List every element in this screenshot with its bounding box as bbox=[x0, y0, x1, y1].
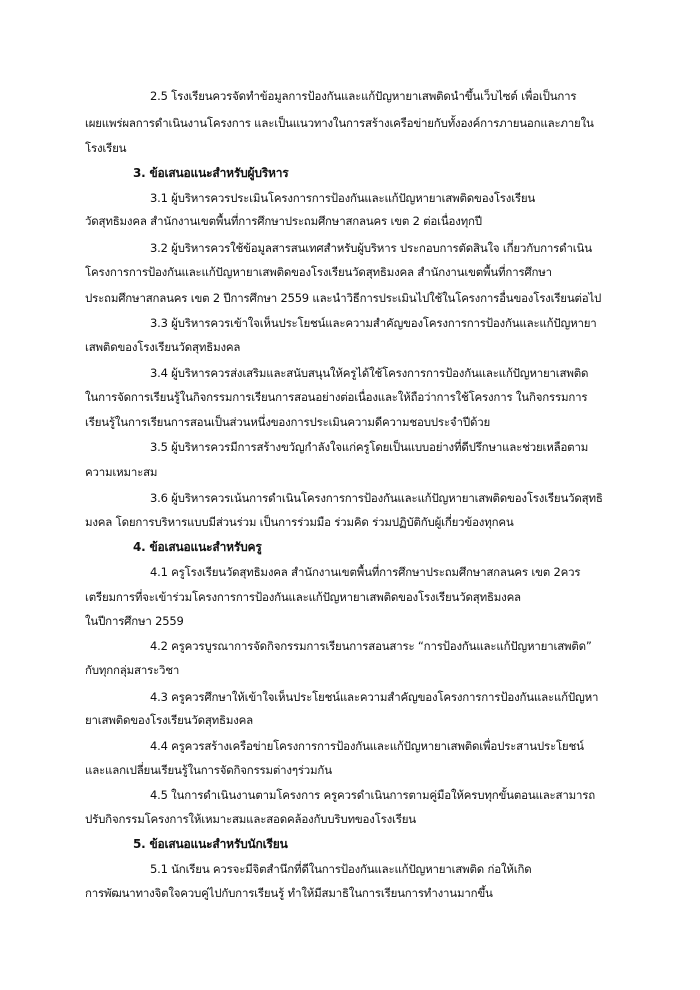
para-4-3-line-1: 4.3 ครูควรศึกษาให้เข้าใจเห็นประโยชน์และความสำคัญของโครงการการป้องกันและแก้ปัญหา bbox=[150, 690, 599, 704]
para-3-4-line-3: เรียนรู้ในการเรียนการสอนเป็นส่วนหนึ่งของการประเมินความดีความชอบประจำปีด้วย bbox=[85, 415, 491, 429]
para-3-5-line-1: 3.5 ผู้บริหารควรมีการสร้างขวัญกำลังใจแก่ครูโดยเป็นแบบอย่างที่ดีปรึกษาและช่วยเหลือตาม bbox=[150, 440, 589, 454]
para-2-5-line-3: โรงเรียน bbox=[85, 141, 127, 155]
para-4-5-line-1: 4.5 ในการดำเนินงานตามโครงการ ครูควรดำเนินการตามคู่มือให้ครบทุกขั้นตอนและสามารถ bbox=[150, 788, 595, 802]
para-3-4-line-1: 3.4 ผู้บริหารควรส่งเสริมและสนับสนุนให้ครูได้ใช้โครงการการป้องกันและแก้ปัญหายาเสพติด bbox=[150, 366, 589, 380]
para-4-1-line-1: 4.1 ครูโรงเรียนวัดสุทธิมงคล สำนักงานเขตพื้นที่การศึกษาประถมศึกษาสกลนคร เขต 2ควร bbox=[150, 565, 581, 579]
para-4-1-line-3: ในปีการศึกษา 2559 bbox=[85, 614, 184, 628]
section-4-heading: 4. ข้อเสนอแนะสำหรับครู bbox=[133, 540, 262, 554]
para-5-1-line-2: การพัฒนาทางจิตใจควบคู่ไปกับการเรียนรู้ ทำให้มีสมาธิในการเรียนการทำงานมากขึ้น bbox=[85, 886, 493, 900]
para-5-1-line-1: 5.1 นักเรียน ควรจะมีจิตสำนึกที่ดีในการป้องกันและแก้ปัญหายาเสพติด ก่อให้เกิด bbox=[150, 862, 532, 876]
para-3-6-line-1: 3.6 ผู้บริหารควรเน้นการดำเนินโครงการการป้องกันและแก้ปัญหายาเสพติดของโรงเรียนวัดสุทธิ bbox=[150, 491, 603, 505]
para-4-5-line-2: ปรับกิจกรรมโครงการให้เหมาะสมและสอดคล้องกับบริบทของโรงเรียน bbox=[85, 812, 416, 826]
para-3-5-line-2: ความเหมาะสม bbox=[85, 465, 158, 479]
para-4-2-line-1: 4.2 ครูควรบูรณาการจัดกิจกรรมการเรียนการสอนสาระ “การป้องกันและแก้ปัญหายาเสพติด” bbox=[150, 639, 592, 653]
section-3-heading: 3. ข้อเสนอแนะสำหรับผู้บริหาร bbox=[133, 166, 289, 180]
para-3-2-line-2: โครงการการป้องกันและแก้ปัญหายาเสพติดของโรงเรียนวัดสุทธิมงคล สำนักงานเขตพื้นที่การศึกษา bbox=[85, 265, 552, 279]
para-3-6-line-2: มงคล โดยการบริหารแบบมีส่วนร่วม เป็นการร่วมมือ ร่วมคิด ร่วมปฏิบัติกับผู้เกี่ยวข้องทุกคน bbox=[85, 515, 514, 529]
para-4-4-line-1: 4.4 ครูควรสร้างเครือข่ายโครงการการป้องกันและแก้ปัญหายาเสพติดเพื่อประสานประโยชน์ bbox=[150, 739, 584, 753]
para-4-2-line-2: กับทุกกลุ่มสาระวิชา bbox=[85, 663, 180, 677]
para-2-5-line-2: เผยแพร่ผลการดำเนินงานโครงการ และเป็นแนวทางในการสร้างเครือข่ายกับทั้งองค์การภายนอกและภายใน bbox=[85, 116, 594, 130]
para-3-1-line-1: 3.1 ผู้บริหารควรประเมินโครงการการป้องกันและแก้ปัญหายาเสพติดของโรงเรียน bbox=[150, 191, 536, 205]
para-3-2-line-3: ประถมศึกษาสกลนคร เขต 2 ปีการศึกษา 2559 และนำวิธีการประเมินไปใช้ในโครงการอื่นของโรงเรียนต่อไป bbox=[85, 291, 602, 305]
para-3-1-line-2: วัดสุทธิมงคล สำนักงานเขตพื้นที่การศึกษาประถมศึกษาสกลนคร เขต 2 ต่อเนื่องทุกปี bbox=[85, 214, 482, 228]
para-2-5-line-1: 2.5 โรงเรียนควรจัดทำข้อมูลการป้องกันและแก้ปัญหายาเสพติดนำขึ้นเว็บไซต์ เพื่อเป็นการ bbox=[150, 89, 577, 103]
para-3-3-line-1: 3.3 ผู้บริหารควรเข้าใจเห็นประโยชน์และความสำคัญของโครงการการป้องกันและแก้ปัญหายา bbox=[150, 316, 597, 330]
para-3-2-line-1: 3.2 ผู้บริหารควรใช้ข้อมูลสารสนเทศสำหรับผู้บริหาร ประกอบการตัดสินใจ เกี่ยวกับการดำเนิน bbox=[150, 241, 592, 255]
para-4-4-line-2: และแลกเปลี่ยนเรียนรู้ในการจัดกิจกรรมต่างๆร่วมกัน bbox=[85, 763, 332, 777]
para-4-1-line-2: เตรียมการที่จะเข้าร่วมโครงการการป้องกันและแก้ปัญหายาเสพติดของโรงเรียนวัดสุทธิมงคล bbox=[85, 590, 521, 604]
para-3-3-line-2: เสพติดของโรงเรียนวัดสุทธิมงคล bbox=[85, 340, 241, 354]
para-3-4-line-2: ในการจัดการเรียนรู้ในกิจกรรมการเรียนการสอนอย่างต่อเนื่องและให้ถือว่าการใช้โครงการ ในกิจกรรมการ bbox=[85, 390, 588, 404]
section-5-heading: 5. ข้อเสนอแนะสำหรับนักเรียน bbox=[133, 837, 288, 851]
para-4-3-line-2: ยาเสพติดของโรงเรียนวัดสุทธิมงคล bbox=[85, 713, 254, 727]
